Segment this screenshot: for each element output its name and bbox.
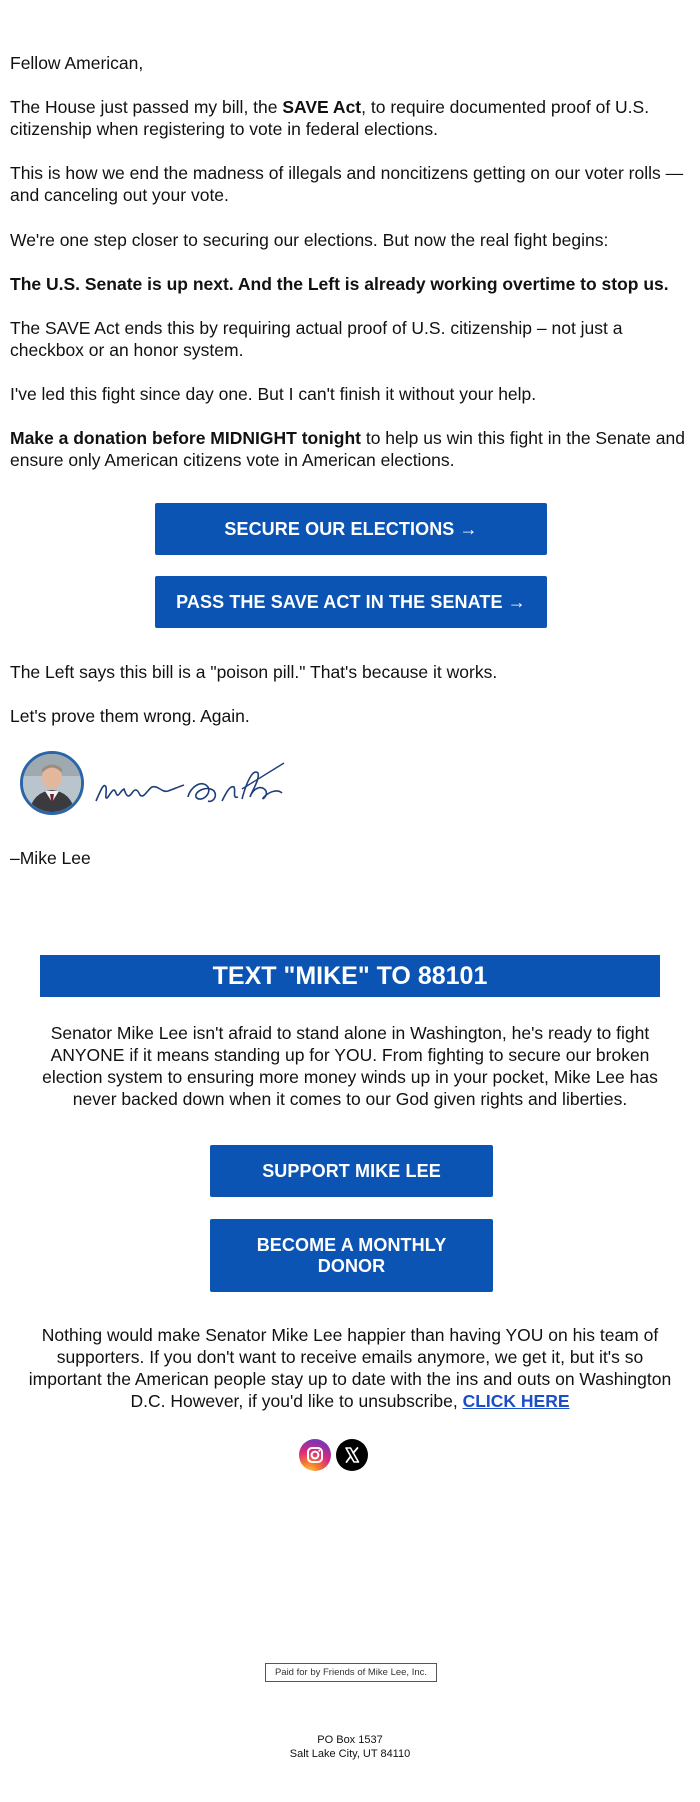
portrait-image: [23, 754, 81, 812]
mailing-address-line2: Salt Lake City, UT 84110: [289, 1748, 411, 1760]
mailing-address-line1: PO Box 1537: [317, 1734, 383, 1746]
paragraph-senate-next: The U.S. Senate is up next. And the Left is already working overtime to stop us.: [10, 274, 669, 294]
unsubscribe-link[interactable]: CLICK HERE: [462, 1391, 570, 1411]
become-monthly-donor-button[interactable]: BECOME A MONTHLY DONOR: [210, 1219, 493, 1292]
paragraph-poison-pill: The Left says this bill is a "poison pill." That's because it works.: [10, 662, 498, 682]
paragraph-donate: Make a donation before MIDNIGHT tonight to help us win this fight in the Senate and ensure only American citizens vote in American elections.: [10, 428, 685, 470]
paragraph-led-fight: I've led this fight since day one. But I can't finish it without your help.: [10, 384, 537, 404]
pass-save-act-button[interactable]: PASS THE SAVE ACT IN THE SENATE →: [155, 576, 547, 628]
x-icon[interactable]: [336, 1439, 368, 1471]
paragraph-save-act: The House just passed my bill, the SAVE Act, to require documented proof of U.S. citizenship when registering to vote in federal elections.: [10, 97, 650, 139]
paragraph-prove-wrong: Let's prove them wrong. Again.: [10, 706, 250, 726]
support-mike-lee-button[interactable]: SUPPORT MIKE LEE: [210, 1145, 493, 1197]
paid-for-disclaimer: Paid for by Friends of Mike Lee, Inc.: [265, 1663, 437, 1682]
paragraph-one-step: We're one step closer to securing our elections. But now the real fight begins:: [10, 230, 609, 250]
signoff: –Mike Lee: [10, 848, 91, 868]
secure-elections-button[interactable]: SECURE OUR ELECTIONS →: [155, 503, 547, 555]
about-paragraph: Senator Mike Lee isn't afraid to stand alone in Washington, he's ready to fight ANYONE if it means standing up for YOU. From fighting to secure our broken election system to ensuring more money winds up in your pocket, Mike Lee has never backed down when it comes to our God given rights and liberties.: [42, 1023, 658, 1109]
text-to-join-banner: TEXT "MIKE" TO 88101: [40, 955, 660, 997]
instagram-icon[interactable]: [299, 1439, 331, 1471]
paragraph-madness: This is how we end the madness of illegals and noncitizens getting on our voter rolls — and canceling out your vote.: [10, 163, 684, 205]
greeting: Fellow American,: [10, 53, 144, 73]
paragraph-proof: The SAVE Act ends this by requiring actual proof of U.S. citizenship – not just a checkbox or an honor system.: [10, 318, 623, 360]
avatar: [20, 751, 84, 815]
unsubscribe-paragraph: Nothing would make Senator Mike Lee happier than having YOU on his team of supporters. If you don't want to receive emails anymore, we get it, but it's so important the American people stay up to date with the ins and outs on Washington D.C. However, if you'd like to unsubscribe, CLICK HERE: [28, 1325, 672, 1411]
handwritten-signature: [92, 757, 292, 815]
save-act-bold: SAVE Act: [282, 97, 362, 117]
